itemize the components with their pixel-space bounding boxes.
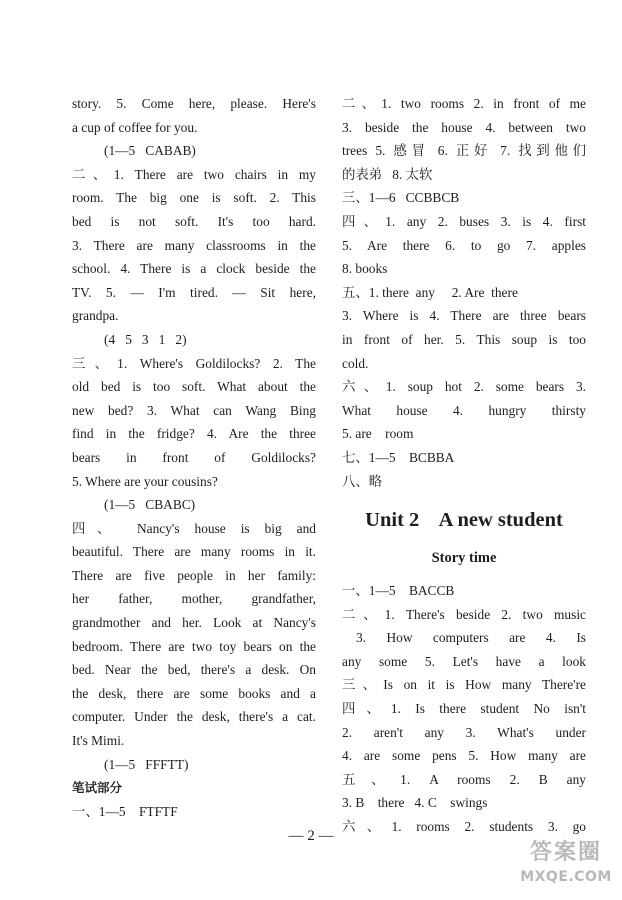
text-line: bedroom. There are two toy bears on the — [72, 638, 316, 654]
text-line: 3. How computers are 4. Is — [356, 630, 586, 646]
watermark-brand: 答案圈 — [529, 840, 602, 865]
text-line: 的表弟 8. 太软 — [342, 166, 433, 182]
text-line: 六、1. soup hot 2. some bears 3. — [342, 379, 586, 395]
text-line: 2. aren't any 3. What's under — [342, 724, 586, 740]
text-line: 3. Where is 4. There are three bears — [342, 308, 586, 324]
text-line: bears in front of Goldilocks? — [72, 449, 316, 465]
text-line: computer. Under the desk, there's a cat. — [72, 709, 316, 725]
text-line: 三、1—6 CCBBCB — [342, 190, 460, 206]
text-line: 一、1—5 BACCB — [342, 583, 455, 599]
text-line: 4. are some pens 5. How many are — [342, 748, 586, 764]
text-line: 二、1. There are two chairs in my — [72, 166, 316, 182]
text-line: any some 5. Let's have a look — [342, 653, 586, 669]
text-line: a cup of coffee for you. — [72, 119, 198, 135]
text-line: 四、 Nancy's house is big and — [72, 520, 316, 536]
text-line: beautiful. There are many rooms in it. — [72, 544, 316, 560]
answer-line: (1—5 CABAB) — [104, 143, 196, 159]
text-line: 二、1. There's beside 2. two music — [342, 606, 586, 622]
text-line: bed. Near the bed, there's a desk. On — [72, 662, 316, 678]
text-line: grandmother and her. Look at Nancy's — [72, 615, 316, 631]
text-line: 四、1. Is there student No isn't — [342, 701, 586, 717]
right-column — [342, 92, 586, 839]
text-line: grandpa. — [72, 308, 119, 324]
text-line: It's Mimi. — [72, 733, 125, 749]
text-line: What house 4. hungry thirsty — [342, 402, 586, 418]
text-line: 5. are room — [342, 426, 414, 442]
text-line: trees 5. 感冒 6. 正好 7. 找到他们 — [342, 143, 586, 159]
text-line: 三、1. Where's Goldilocks? 2. The — [72, 355, 316, 371]
text-line: bed is not soft. It's too hard. — [72, 213, 316, 229]
text-line: 一、1—5 FTFTF — [72, 803, 178, 819]
text-line: 八、略 — [342, 473, 383, 489]
watermark-url: MXQE.COM — [520, 869, 612, 885]
text-line: 四、1. any 2. buses 3. is 4. first — [342, 213, 586, 229]
answer-line: (1—5 FFFTT) — [104, 756, 189, 772]
section-heading: 笔试部分 — [72, 780, 123, 796]
text-line: school. 4. There is a clock beside the — [72, 261, 316, 277]
text-line: new bed? 3. What can Wang Bing — [72, 402, 316, 418]
text-line: story. 5. Come here, please. Here's — [72, 96, 316, 111]
text-line: 3. beside the house 4. between two — [342, 119, 586, 135]
text-line: 五、1. A rooms 2. B any — [342, 771, 586, 787]
text-line: 3. B there 4. C swings — [342, 795, 488, 811]
text-line: the desk, there are some books and a — [72, 685, 316, 701]
text-line: 8. books — [342, 261, 388, 277]
text-line: 七、1—5 BCBBA — [342, 449, 455, 465]
text-line: 3. There are many classrooms in the — [72, 237, 316, 253]
text-line: her father, mother, grandfather, — [72, 591, 316, 607]
answer-line: (4 5 3 1 2) — [104, 331, 187, 347]
left-column — [72, 92, 316, 823]
text-line: room. The big one is soft. 2. This — [72, 190, 316, 206]
text-line: find in the fridge? 4. Are the three — [72, 426, 316, 442]
text-line: There are five people in her family: — [72, 567, 316, 583]
text-line: 5. Where are your cousins? — [72, 473, 218, 489]
text-line: old bed is too soft. What about the — [72, 379, 316, 395]
text-line: 三、Is on it is How many There're — [342, 677, 586, 693]
text-line: TV. 5. — I'm tired. — Sit here, — [72, 284, 316, 300]
text-line: 二、1. two rooms 2. in front of me — [342, 96, 586, 111]
text-line: cold. — [342, 355, 369, 371]
watermark-logo — [516, 838, 616, 894]
section-title: Story time — [431, 550, 497, 567]
text-line: 五、1. there any 2. Are there — [342, 284, 518, 300]
text-line: in front of her. 5. This soup is too — [342, 331, 586, 347]
text-line: 5. Are there 6. to go 7. apples — [342, 237, 586, 253]
answer-line: (1—5 CBABC) — [104, 497, 196, 513]
unit-title: Unit 2 A new student — [365, 509, 563, 532]
text-line: 六、1. rooms 2. students 3. go — [342, 819, 586, 835]
page-number: — 2 — — [288, 828, 334, 844]
